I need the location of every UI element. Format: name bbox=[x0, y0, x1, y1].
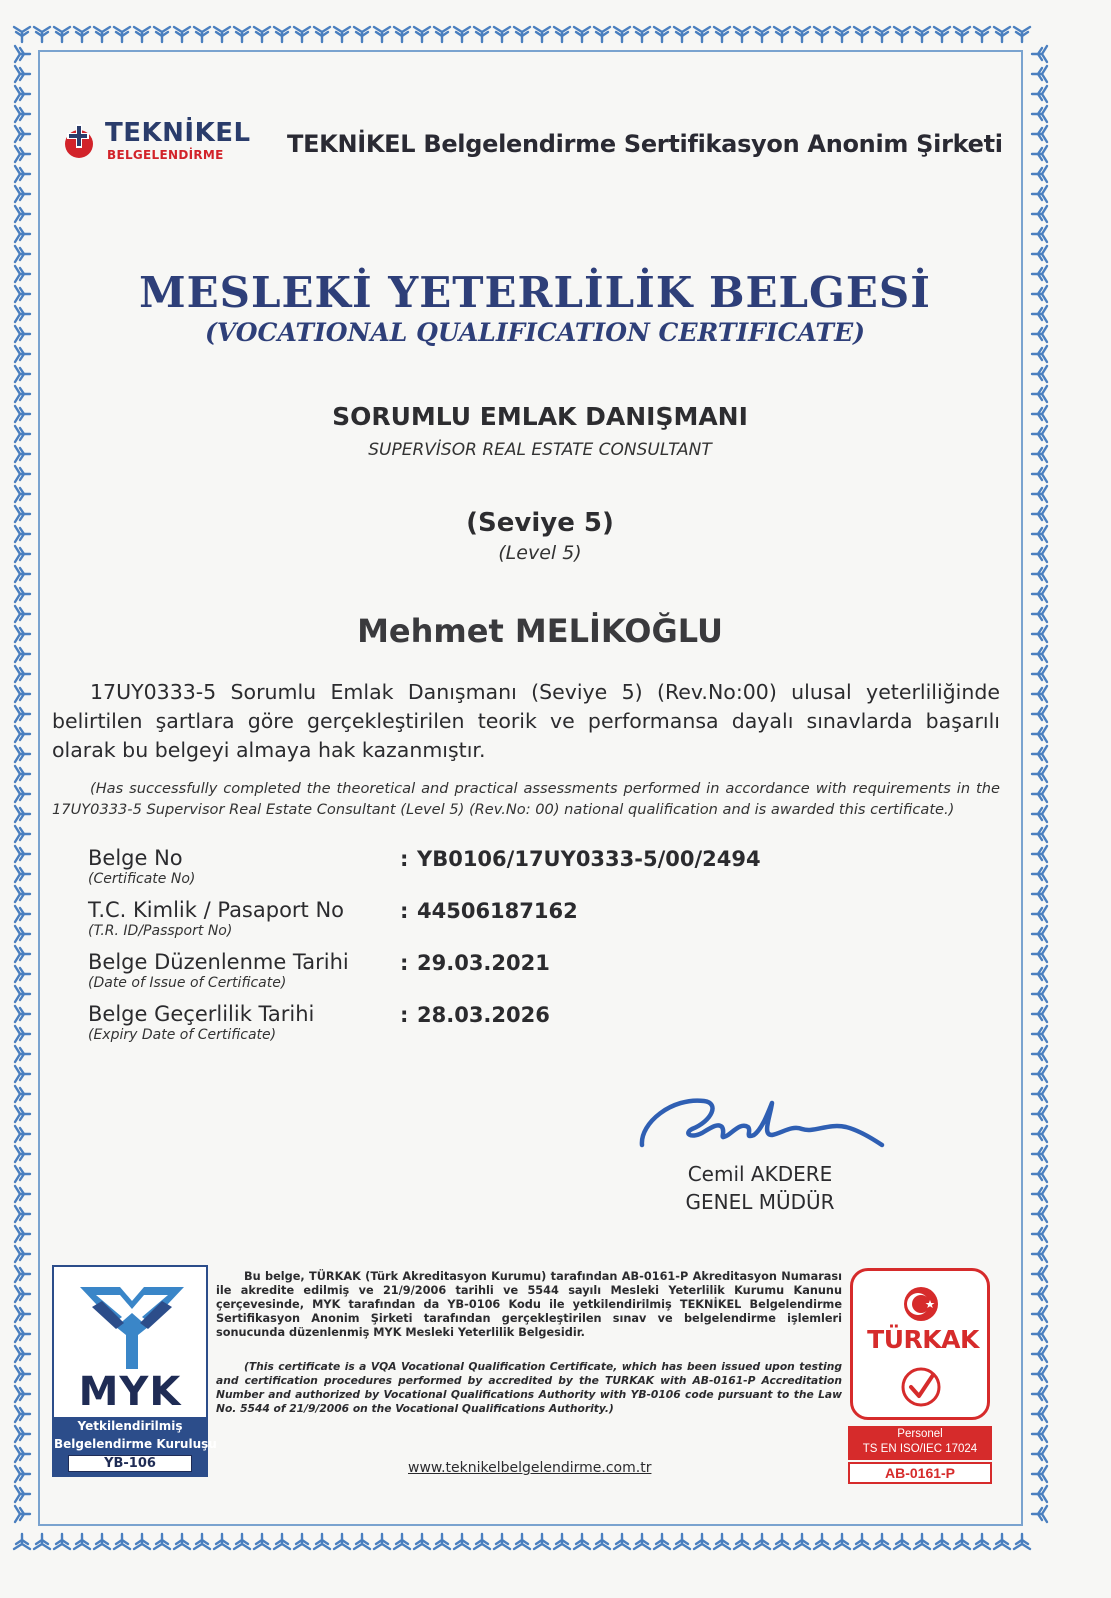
occupation-title-english: SUPERVİSOR REAL ESTATE CONSULTANT bbox=[368, 440, 712, 460]
border-motif bbox=[894, 27, 910, 42]
border-motif bbox=[674, 1534, 690, 1549]
border-motif bbox=[514, 27, 530, 42]
border-motif bbox=[15, 246, 30, 262]
field-label: Belge Geçerlilik Tarihi bbox=[88, 1002, 315, 1026]
field-id-passport-no bbox=[88, 898, 888, 950]
border-motif bbox=[1032, 1186, 1047, 1202]
border-motif bbox=[914, 27, 930, 42]
certificate-fields bbox=[88, 846, 888, 1054]
border-motif bbox=[15, 1186, 30, 1202]
border-motif bbox=[874, 1534, 890, 1549]
border-motif bbox=[954, 1534, 970, 1549]
border-motif bbox=[15, 946, 30, 962]
border-motif bbox=[994, 27, 1010, 42]
border-motif bbox=[1032, 86, 1047, 102]
border-motif bbox=[534, 27, 550, 42]
border-motif bbox=[15, 986, 30, 1002]
border-motif bbox=[15, 1226, 30, 1242]
border-motif bbox=[1032, 1226, 1047, 1242]
border-motif bbox=[774, 27, 790, 42]
border-motif bbox=[34, 1534, 50, 1549]
border-motif bbox=[15, 686, 30, 702]
border-motif bbox=[1032, 786, 1047, 802]
border-motif bbox=[474, 1534, 490, 1549]
border-motif bbox=[1032, 1246, 1047, 1262]
border-motif bbox=[834, 27, 850, 42]
border-motif bbox=[374, 1534, 390, 1549]
teknikel-logo-sub: BELGELENDİRME bbox=[107, 148, 224, 162]
field-issue-date bbox=[88, 950, 888, 1002]
border-motif bbox=[15, 846, 30, 862]
border-motif bbox=[1032, 1446, 1047, 1462]
border-motif bbox=[1032, 846, 1047, 862]
border-motif bbox=[15, 586, 30, 602]
border-motif bbox=[15, 1126, 30, 1142]
border-motif bbox=[434, 27, 450, 42]
turkak-logo-box bbox=[850, 1268, 990, 1420]
field-value: 29.03.2021 bbox=[417, 951, 550, 975]
border-motif bbox=[1032, 1346, 1047, 1362]
statement-english: (Has successfully completed the theoretical and practical assessments performed in accordance with requirements in the 17UY0333-5 Supervisor Real Estate Consultant (Level 5) (Rev.No: 00) national qualification and is awarded this certificate.) bbox=[52, 780, 1000, 818]
occupation-title: SORUMLU EMLAK DANIŞMANI bbox=[332, 402, 748, 431]
border-motif bbox=[214, 1534, 230, 1549]
border-motif bbox=[1032, 386, 1047, 402]
border-motif bbox=[1032, 866, 1047, 882]
border-motif bbox=[94, 27, 110, 42]
border-motif bbox=[15, 66, 30, 82]
border-motif bbox=[934, 27, 950, 42]
border-motif bbox=[14, 27, 30, 42]
field-certificate-no bbox=[88, 846, 888, 898]
teknikel-logo-name: TEKNİKEL bbox=[105, 118, 251, 148]
border-motif bbox=[15, 206, 30, 222]
border-motif bbox=[15, 1466, 30, 1482]
border-motif bbox=[854, 27, 870, 42]
border-motif bbox=[15, 346, 30, 362]
border-motif bbox=[1032, 46, 1047, 62]
border-motif bbox=[914, 1534, 930, 1549]
border-motif bbox=[354, 27, 370, 42]
border-motif bbox=[874, 27, 890, 42]
border-motif bbox=[34, 27, 50, 42]
border-motif bbox=[454, 1534, 470, 1549]
teknikel-mark-icon bbox=[59, 120, 99, 160]
border-motif bbox=[1032, 826, 1047, 842]
border-motif bbox=[15, 1366, 30, 1382]
border-motif bbox=[594, 1534, 610, 1549]
border-motif bbox=[894, 1534, 910, 1549]
border-motif bbox=[1032, 706, 1047, 722]
turkak-badge bbox=[848, 1268, 994, 1486]
border-motif bbox=[1032, 1286, 1047, 1302]
myk-emblem-icon bbox=[72, 1277, 192, 1377]
border-motif bbox=[1032, 1266, 1047, 1282]
border-motif bbox=[634, 27, 650, 42]
border-motif bbox=[814, 1534, 830, 1549]
border-motif bbox=[1032, 366, 1047, 382]
border-motif bbox=[15, 926, 30, 942]
border-motif bbox=[15, 726, 30, 742]
border-motif bbox=[294, 27, 310, 42]
myk-band-line1: Yetkilendirilmiş bbox=[77, 1419, 183, 1433]
border-motif bbox=[15, 386, 30, 402]
border-motif bbox=[974, 1534, 990, 1549]
border-motif bbox=[234, 27, 250, 42]
certificate-title-english: (VOCATIONAL QUALIFICATION CERTIFICATE) bbox=[204, 318, 866, 347]
border-motif bbox=[1032, 186, 1047, 202]
border-motif bbox=[15, 666, 30, 682]
field-sublabel: (Certificate No) bbox=[88, 871, 196, 887]
border-motif bbox=[15, 186, 30, 202]
accreditation-text-english: (This certificate is a VQA Vocational Qualification Certificate, which has been issued upon testing and certification procedures performed by accredited by the TURKAK with AB-0161-P Accreditation Number and authorized by Vocational Qualifications Authority with YB-0106 code pursuant to the Law No. 5544 of 21/9/2006 on the Vocational Qualifications Authority.) bbox=[216, 1360, 842, 1415]
border-motif bbox=[1032, 1366, 1047, 1382]
border-motif bbox=[754, 1534, 770, 1549]
field-value: 44506187162 bbox=[417, 899, 578, 923]
teknikel-logo bbox=[55, 118, 251, 168]
border-motif bbox=[15, 1266, 30, 1282]
border-motif bbox=[814, 27, 830, 42]
turkak-logo-text: TÜRKAK bbox=[867, 1325, 979, 1354]
field-sublabel: (T.R. ID/Passport No) bbox=[88, 923, 233, 939]
border-motif bbox=[1032, 1406, 1047, 1422]
border-motif bbox=[15, 1166, 30, 1182]
border-motif bbox=[994, 1534, 1010, 1549]
border-motif bbox=[154, 1534, 170, 1549]
border-motif bbox=[54, 1534, 70, 1549]
border-motif bbox=[1032, 1106, 1047, 1122]
border-motif bbox=[1032, 1466, 1047, 1482]
border-motif bbox=[754, 27, 770, 42]
border-motif bbox=[1032, 226, 1047, 242]
border-motif bbox=[1032, 806, 1047, 822]
border-motif bbox=[494, 1534, 510, 1549]
myk-logo-text: MYK bbox=[78, 1369, 182, 1415]
border-motif bbox=[134, 27, 150, 42]
border-motif bbox=[594, 27, 610, 42]
border-motif bbox=[1032, 206, 1047, 222]
border-motif bbox=[1032, 566, 1047, 582]
border-motif bbox=[54, 27, 70, 42]
myk-band-line2: Belgelendirme Kuruluşu bbox=[54, 1437, 217, 1451]
border-motif bbox=[1032, 586, 1047, 602]
border-motif bbox=[214, 27, 230, 42]
border-motif bbox=[1032, 146, 1047, 162]
border-motif bbox=[15, 766, 30, 782]
border-motif bbox=[394, 1534, 410, 1549]
field-separator: : bbox=[400, 951, 409, 975]
field-label: T.C. Kimlik / Pasaport No bbox=[88, 898, 345, 922]
border-motif bbox=[1032, 1206, 1047, 1222]
border-motif bbox=[1032, 346, 1047, 362]
border-motif bbox=[15, 1506, 30, 1522]
border-motif bbox=[1032, 166, 1047, 182]
border-motif bbox=[15, 1086, 30, 1102]
qualification-level-english: (Level 5) bbox=[498, 542, 582, 564]
border-motif bbox=[15, 1486, 30, 1502]
border-motif bbox=[15, 1066, 30, 1082]
holder-name: Mehmet MELİKOĞLU bbox=[357, 612, 723, 650]
border-motif bbox=[694, 27, 710, 42]
border-motif bbox=[234, 1534, 250, 1549]
border-motif bbox=[354, 1534, 370, 1549]
border-motif bbox=[1032, 766, 1047, 782]
border-motif bbox=[1032, 1326, 1047, 1342]
border-motif bbox=[294, 1534, 310, 1549]
border-motif bbox=[15, 1426, 30, 1442]
border-motif bbox=[614, 1534, 630, 1549]
border-motif bbox=[15, 966, 30, 982]
border-motif bbox=[15, 1406, 30, 1422]
border-motif bbox=[254, 1534, 270, 1549]
border-motif bbox=[774, 1534, 790, 1549]
border-motif bbox=[714, 27, 730, 42]
signature-graphic bbox=[632, 1083, 892, 1163]
border-motif bbox=[1032, 926, 1047, 942]
border-motif bbox=[734, 1534, 750, 1549]
border-motif bbox=[15, 1346, 30, 1362]
border-motif bbox=[1032, 666, 1047, 682]
border-motif bbox=[654, 1534, 670, 1549]
border-motif bbox=[514, 1534, 530, 1549]
border-motif bbox=[334, 1534, 350, 1549]
border-motif bbox=[15, 46, 30, 62]
border-motif bbox=[1032, 906, 1047, 922]
border-motif bbox=[15, 86, 30, 102]
border-motif bbox=[794, 1534, 810, 1549]
border-motif bbox=[1032, 1086, 1047, 1102]
border-motif bbox=[15, 1026, 30, 1042]
border-motif bbox=[15, 226, 30, 242]
border-motif bbox=[494, 27, 510, 42]
border-motif bbox=[114, 1534, 130, 1549]
certificate-title: MESLEKİ YETERLİLİK BELGESİ bbox=[139, 268, 931, 317]
field-label: Belge No bbox=[88, 846, 183, 870]
border-motif bbox=[1032, 1146, 1047, 1162]
border-motif bbox=[834, 1534, 850, 1549]
field-expiry-date bbox=[88, 1002, 888, 1054]
border-motif bbox=[1032, 1306, 1047, 1322]
border-motif bbox=[1032, 746, 1047, 762]
qualification-level: (Seviye 5) bbox=[466, 508, 614, 538]
border-motif bbox=[694, 1534, 710, 1549]
border-motif bbox=[654, 27, 670, 42]
border-motif bbox=[174, 27, 190, 42]
border-motif bbox=[274, 1534, 290, 1549]
signatory-title: GENEL MÜDÜR bbox=[685, 1190, 835, 1214]
border-motif bbox=[734, 27, 750, 42]
border-motif bbox=[414, 27, 430, 42]
border-motif bbox=[1032, 1066, 1047, 1082]
border-motif bbox=[1032, 726, 1047, 742]
field-separator: : bbox=[400, 1003, 409, 1027]
border-motif bbox=[934, 1534, 950, 1549]
border-motif bbox=[15, 786, 30, 802]
border-motif bbox=[194, 1534, 210, 1549]
border-motif bbox=[1032, 686, 1047, 702]
border-motif bbox=[314, 27, 330, 42]
signatory-name: Cemil AKDERE bbox=[687, 1162, 833, 1186]
border-motif bbox=[554, 27, 570, 42]
turkak-band-line1: Personel bbox=[897, 1428, 943, 1440]
field-sublabel: (Date of Issue of Certificate) bbox=[88, 975, 287, 991]
field-separator: : bbox=[400, 899, 409, 923]
border-motif bbox=[15, 886, 30, 902]
border-motif bbox=[154, 27, 170, 42]
border-motif bbox=[114, 27, 130, 42]
border-motif bbox=[574, 1534, 590, 1549]
border-motif bbox=[1032, 246, 1047, 262]
border-motif bbox=[974, 27, 990, 42]
company-name: TEKNİKEL Belgelendirme Sertifikasyon Anonim Şirketi bbox=[287, 130, 1003, 158]
field-value: YB0106/17UY0333-5/00/2494 bbox=[417, 847, 761, 871]
border-motif bbox=[614, 27, 630, 42]
border-motif bbox=[394, 27, 410, 42]
border-motif bbox=[854, 1534, 870, 1549]
myk-badge bbox=[52, 1265, 217, 1477]
border-motif bbox=[15, 1146, 30, 1162]
statement-turkish: 17UY0333-5 Sorumlu Emlak Danışmanı (Seviye 5) (Rev.No:00) ulusal yeterliliğinde belirtilen şartlara göre gerçekleştirilen teorik ve performansa dayalı sınavlarda başarılı olarak bu belgeyi almaya hak kazanmıştır. bbox=[52, 680, 1000, 762]
border-motif bbox=[674, 27, 690, 42]
border-motif bbox=[15, 746, 30, 762]
border-motif bbox=[534, 1534, 550, 1549]
border-motif bbox=[15, 1006, 30, 1022]
border-motif bbox=[15, 486, 30, 502]
border-motif bbox=[1032, 946, 1047, 962]
border-motif bbox=[15, 1206, 30, 1222]
border-motif bbox=[1032, 486, 1047, 502]
border-motif bbox=[15, 1246, 30, 1262]
border-motif bbox=[15, 826, 30, 842]
border-motif bbox=[74, 27, 90, 42]
myk-code: YB-106 bbox=[68, 1455, 192, 1472]
border-motif bbox=[15, 106, 30, 122]
border-motif bbox=[15, 906, 30, 922]
border-motif bbox=[14, 1534, 30, 1549]
border-motif bbox=[414, 1534, 430, 1549]
border-motif bbox=[1032, 1486, 1047, 1502]
field-sublabel: (Expiry Date of Certificate) bbox=[88, 1027, 277, 1043]
border-motif bbox=[434, 1534, 450, 1549]
border-motif bbox=[1032, 106, 1047, 122]
border-motif bbox=[1032, 126, 1047, 142]
border-motif bbox=[1032, 1046, 1047, 1062]
turkak-band bbox=[848, 1426, 992, 1460]
border-motif bbox=[15, 146, 30, 162]
accreditation-text-turkish: Bu belge, TÜRKAK (Türk Akreditasyon Kurumu) tarafından AB-0161-P Akreditasyon Numarası ile akredite edilmiş ve 21/9/2006 tarihli ve 5544 sayılı Mesleki Yeterlilik Kurumu Kanunu çerçevesinde, MYK tarafından da YB-0106 Kodu ile yetkilendirilmiş TEKNİKEL Belgelendirme Sertifikasyon Anonim Şirketi tarafından gerçekleştirilen sınav ve belgelendirme işlemleri sonucunda düzenlenmiş MYK Mesleki Yeterlilik Belgesidir. bbox=[216, 1270, 842, 1339]
border-motif bbox=[1032, 1126, 1047, 1142]
border-motif bbox=[15, 1446, 30, 1462]
border-motif bbox=[714, 1534, 730, 1549]
border-motif bbox=[1032, 1386, 1047, 1402]
border-motif bbox=[15, 1106, 30, 1122]
field-value: 28.03.2026 bbox=[417, 1003, 550, 1027]
border-motif bbox=[334, 27, 350, 42]
header bbox=[55, 118, 1015, 168]
border-motif bbox=[1032, 66, 1047, 82]
border-motif bbox=[374, 27, 390, 42]
border-motif bbox=[1032, 1506, 1047, 1522]
border-motif bbox=[94, 1534, 110, 1549]
border-motif bbox=[134, 1534, 150, 1549]
border-motif bbox=[15, 466, 30, 482]
turkak-band-line2: TS EN ISO/IEC 17024 bbox=[862, 1443, 978, 1455]
border-motif bbox=[1032, 1026, 1047, 1042]
border-motif bbox=[574, 27, 590, 42]
border-motif bbox=[1032, 1426, 1047, 1442]
border-motif bbox=[15, 806, 30, 822]
border-motif bbox=[15, 866, 30, 882]
border-motif bbox=[634, 1534, 650, 1549]
border-motif bbox=[15, 1286, 30, 1302]
border-motif bbox=[15, 1306, 30, 1322]
field-separator: : bbox=[400, 847, 409, 871]
border-motif bbox=[15, 366, 30, 382]
field-label: Belge Düzenlenme Tarihi bbox=[88, 950, 349, 974]
border-motif bbox=[474, 27, 490, 42]
border-motif bbox=[1032, 966, 1047, 982]
border-motif bbox=[15, 166, 30, 182]
border-motif bbox=[1032, 886, 1047, 902]
border-motif bbox=[314, 1534, 330, 1549]
turkak-code: AB-0161-P bbox=[848, 1462, 992, 1484]
website-link[interactable]: www.teknikelbelgelendirme.com.tr bbox=[408, 1460, 652, 1476]
border-motif bbox=[254, 27, 270, 42]
border-motif bbox=[1032, 986, 1047, 1002]
border-motif bbox=[554, 1534, 570, 1549]
border-motif bbox=[1032, 1166, 1047, 1182]
border-motif bbox=[1014, 27, 1030, 42]
border-motif bbox=[194, 27, 210, 42]
border-motif bbox=[1032, 1006, 1047, 1022]
border-motif bbox=[15, 1386, 30, 1402]
border-motif bbox=[274, 27, 290, 42]
myk-band bbox=[54, 1417, 217, 1475]
border-motif bbox=[794, 27, 810, 42]
border-motif bbox=[174, 1534, 190, 1549]
border-motif bbox=[1032, 466, 1047, 482]
border-motif bbox=[74, 1534, 90, 1549]
border-motif bbox=[1014, 1534, 1030, 1549]
border-motif bbox=[454, 27, 470, 42]
border-motif bbox=[15, 566, 30, 582]
border-motif bbox=[15, 1046, 30, 1062]
border-motif bbox=[15, 126, 30, 142]
border-motif bbox=[954, 27, 970, 42]
border-motif bbox=[15, 706, 30, 722]
border-motif bbox=[15, 1326, 30, 1342]
